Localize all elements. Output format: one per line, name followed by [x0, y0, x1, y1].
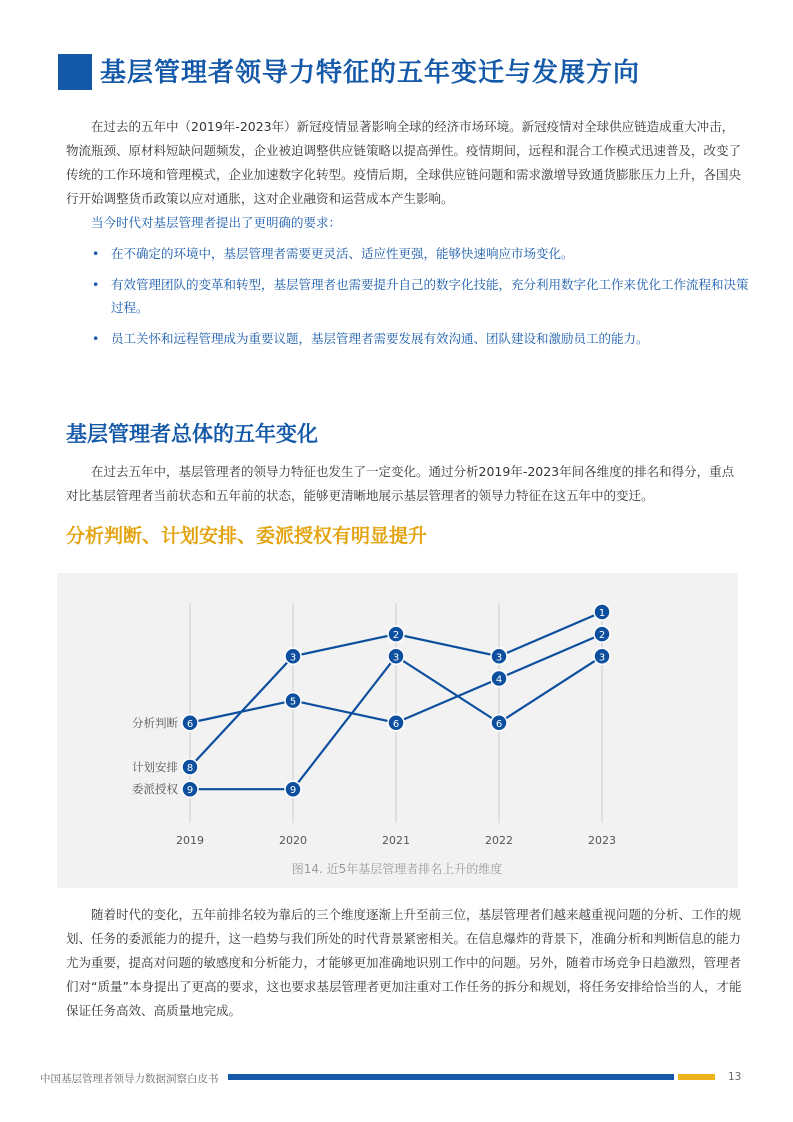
- data-label: 6: [186, 718, 194, 730]
- data-label: 5: [289, 696, 297, 708]
- analysis-paragraph: 随着时代的变化，五年前排名较为靠后的三个维度逐渐上升至前三位，基层管理者们越来越重视问题的分析、工作的规划、任务的委派能力的提升，这一趋势与我们所处的时代背景紧密相关。在信息爆炸的背景下，准确分析和判断信息的能力尤为重要，提高对问题的敏感度和分析能力，才能够更加准确地识别工作中的问题。另外，随着市场竞争日趋激烈，管理者们对“质量”本身提出了更高的要求，这也要求基层管理者更加注重对工作任务的拆分和规划，将任务安排给恰当的人，才能保证任务高效、高质量地完成。: [66, 907, 742, 1018]
- bullet-icon: •: [92, 277, 100, 292]
- data-label: 6: [392, 718, 400, 730]
- data-label: 2: [392, 630, 400, 642]
- data-label: 4: [495, 674, 503, 686]
- requirements-list: [92, 242, 752, 358]
- series-label: 分析判断: [132, 715, 178, 730]
- footer-bar: [228, 1074, 674, 1080]
- list-item: • 有效管理团队的变革和转型，基层管理者也需要提升自己的数字化技能，充分利用数字化工作来优化工作流程和决策过程。: [92, 273, 752, 319]
- section-title: 基层管理者总体的五年变化: [66, 422, 318, 446]
- data-label: 8: [186, 763, 194, 775]
- data-label: 2: [598, 630, 606, 642]
- bullet-icon: •: [92, 331, 100, 346]
- footer-title: 中国基层管理者领导力数据洞察白皮书: [40, 1073, 219, 1085]
- page-number: 13: [728, 1071, 742, 1083]
- data-label: 3: [392, 652, 400, 664]
- requirements-intro: 当今时代对基层管理者提出了更明确的要求：: [91, 215, 342, 230]
- x-tick-label: 2021: [382, 834, 410, 847]
- title-accent-block: [58, 54, 92, 90]
- x-tick-label: 2020: [279, 834, 307, 847]
- rank-line-chart: [57, 573, 738, 888]
- x-tick-label: 2019: [176, 834, 204, 847]
- footer-accent-bar: [678, 1074, 715, 1080]
- series-label: 委派授权: [132, 782, 178, 797]
- series-label: 计划安排: [132, 760, 178, 775]
- data-label: 9: [186, 785, 194, 797]
- bullet-icon: •: [92, 246, 100, 261]
- x-tick-label: 2022: [485, 834, 513, 847]
- section-paragraph: 在过去五年中，基层管理者的领导力特征也发生了一定变化。通过分析2019年-2023年间各维度的排名和得分，重点对比基层管理者当前状态和五年前的状态，能够更清晰地展示基层管理者的领导力特征在这五年中的变迁。: [66, 464, 735, 503]
- list-item: • 在不确定的环境中，基层管理者需要更灵活、适应性更强，能够快速响应市场变化。: [92, 242, 752, 265]
- data-label: 3: [289, 652, 297, 664]
- chart-container: [57, 573, 738, 888]
- data-label: 9: [289, 785, 297, 797]
- chart-subtitle: 分析判断、计划安排、委派授权有明显提升: [66, 525, 428, 547]
- data-label: 1: [598, 608, 606, 619]
- page-title: 基层管理者领导力特征的五年变迁与发展方向: [100, 58, 641, 88]
- x-tick-label: 2023: [588, 834, 616, 847]
- list-item: • 员工关怀和远程管理成为重要议题，基层管理者需要发展有效沟通、团队建设和激励员工的能力。: [92, 327, 752, 350]
- intro-paragraph: 在过去的五年中（2019年-2023年）新冠疫情显著影响全球的经济市场环境。新冠疫情对全球供应链造成重大冲击，物流瓶颈、原材料短缺问题频发，企业被迫调整供应链策略以提高弹性。疫情期间，远程和混合工作模式迅速普及，改变了传统的工作环境和管理模式，企业加速数字化转型。疫情后期，全球供应链问题和需求激增导致通货膨胀压力上升，各国央行开始调整货币政策以应对通胀，这对企业融资和运营成本产生影响。: [66, 119, 742, 206]
- chart-caption: 图14. 近5年基层管理者排名上升的维度: [291, 862, 503, 876]
- data-label: 3: [495, 652, 503, 664]
- data-label: 3: [598, 652, 606, 664]
- data-label: 6: [495, 718, 503, 730]
